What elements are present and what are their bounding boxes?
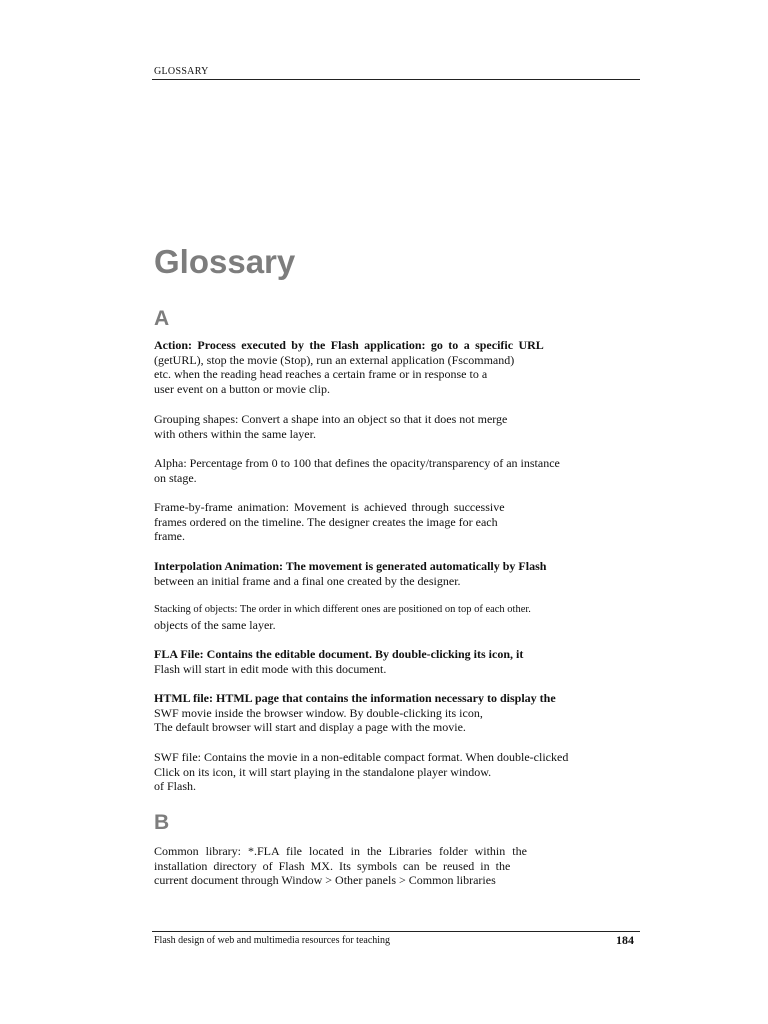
entry-line: Flash will start in edit mode with this document. — [154, 661, 387, 676]
entry-line: Interpolation Animation: The movement is generated automatically by Flash — [154, 559, 547, 573]
glossary-entry-frame-by-frame-animation — [154, 500, 505, 544]
entry-line: user event on a button or movie clip. — [154, 382, 330, 397]
glossary-entry-alpha — [154, 456, 560, 485]
glossary-entry-swf-file — [154, 750, 568, 794]
footer-book-title: Flash design of web and multimedia resources for teaching — [154, 935, 391, 946]
entry-line: on stage. — [154, 470, 197, 485]
entry-line: HTML file: HTML page that contains the information necessary to display the — [154, 691, 556, 705]
entry-line: frame. — [154, 529, 185, 544]
entry-line: SWF movie inside the browser window. By double-clicking its icon, — [154, 705, 483, 720]
entry-line: current document through Window > Other panels > Common libraries — [154, 873, 496, 888]
entry-line: of Flash. — [154, 779, 196, 794]
glossary-entry-common-library — [154, 844, 527, 888]
page-title: Glossary — [154, 243, 296, 280]
entry-line: Grouping shapes: Convert a shape into an object so that it does not merge — [154, 412, 508, 426]
entry-line: Click on its icon, it will start playing in the standalone player window. — [154, 764, 492, 779]
entry-line: installation directory of Flash MX. Its symbols can be reused in the — [154, 858, 511, 873]
page-number: 184 — [616, 933, 634, 947]
entry-line: The default browser will start and display a page with the movie. — [154, 720, 466, 735]
glossary-entry-stacking-of-objects — [154, 603, 531, 632]
header-rule — [152, 79, 640, 80]
section-letter-a: A — [154, 307, 170, 330]
entry-line: Action: Process executed by the Flash application: go to a specific URL — [154, 338, 544, 352]
glossary-entry-fla-file — [154, 647, 523, 676]
entry-line: Frame-by-frame animation: Movement is achieved through successive — [154, 500, 505, 514]
entry-line: between an initial frame and a final one created by the designer. — [154, 573, 461, 588]
glossary-entry-html-file — [154, 691, 556, 735]
entry-line: objects of the same layer. — [154, 617, 276, 632]
footer-rule — [152, 931, 640, 932]
entry-line: etc. when the reading head reaches a certain frame or in response to a — [154, 367, 488, 382]
entry-line: (getURL), stop the movie (Stop), run an external application (Fscommand) — [154, 352, 515, 367]
glossary-entry-action — [154, 338, 544, 397]
running-header: GLOSSARY — [154, 66, 209, 77]
glossary-entry-interpolation-animation — [154, 559, 546, 588]
entry-line: Alpha: Percentage from 0 to 100 that defines the opacity/transparency of an instance — [154, 456, 560, 470]
entry-line: with others within the same layer. — [154, 426, 316, 441]
entry-line: frames ordered on the timeline. The designer creates the image for each — [154, 514, 498, 529]
entry-line: FLA File: Contains the editable document. By double-clicking its icon, it — [154, 647, 524, 661]
entry-line: Common library: *.FLA file located in the Libraries folder within the — [154, 844, 527, 858]
glossary-entry-grouping-shapes — [154, 412, 507, 441]
entry-line: SWF file: Contains the movie in a non-editable compact format. When double-clicked — [154, 750, 569, 764]
entry-line: Stacking of objects: The order in which different ones are positioned on top of each other. — [154, 604, 531, 615]
section-letter-b: B — [154, 811, 170, 834]
